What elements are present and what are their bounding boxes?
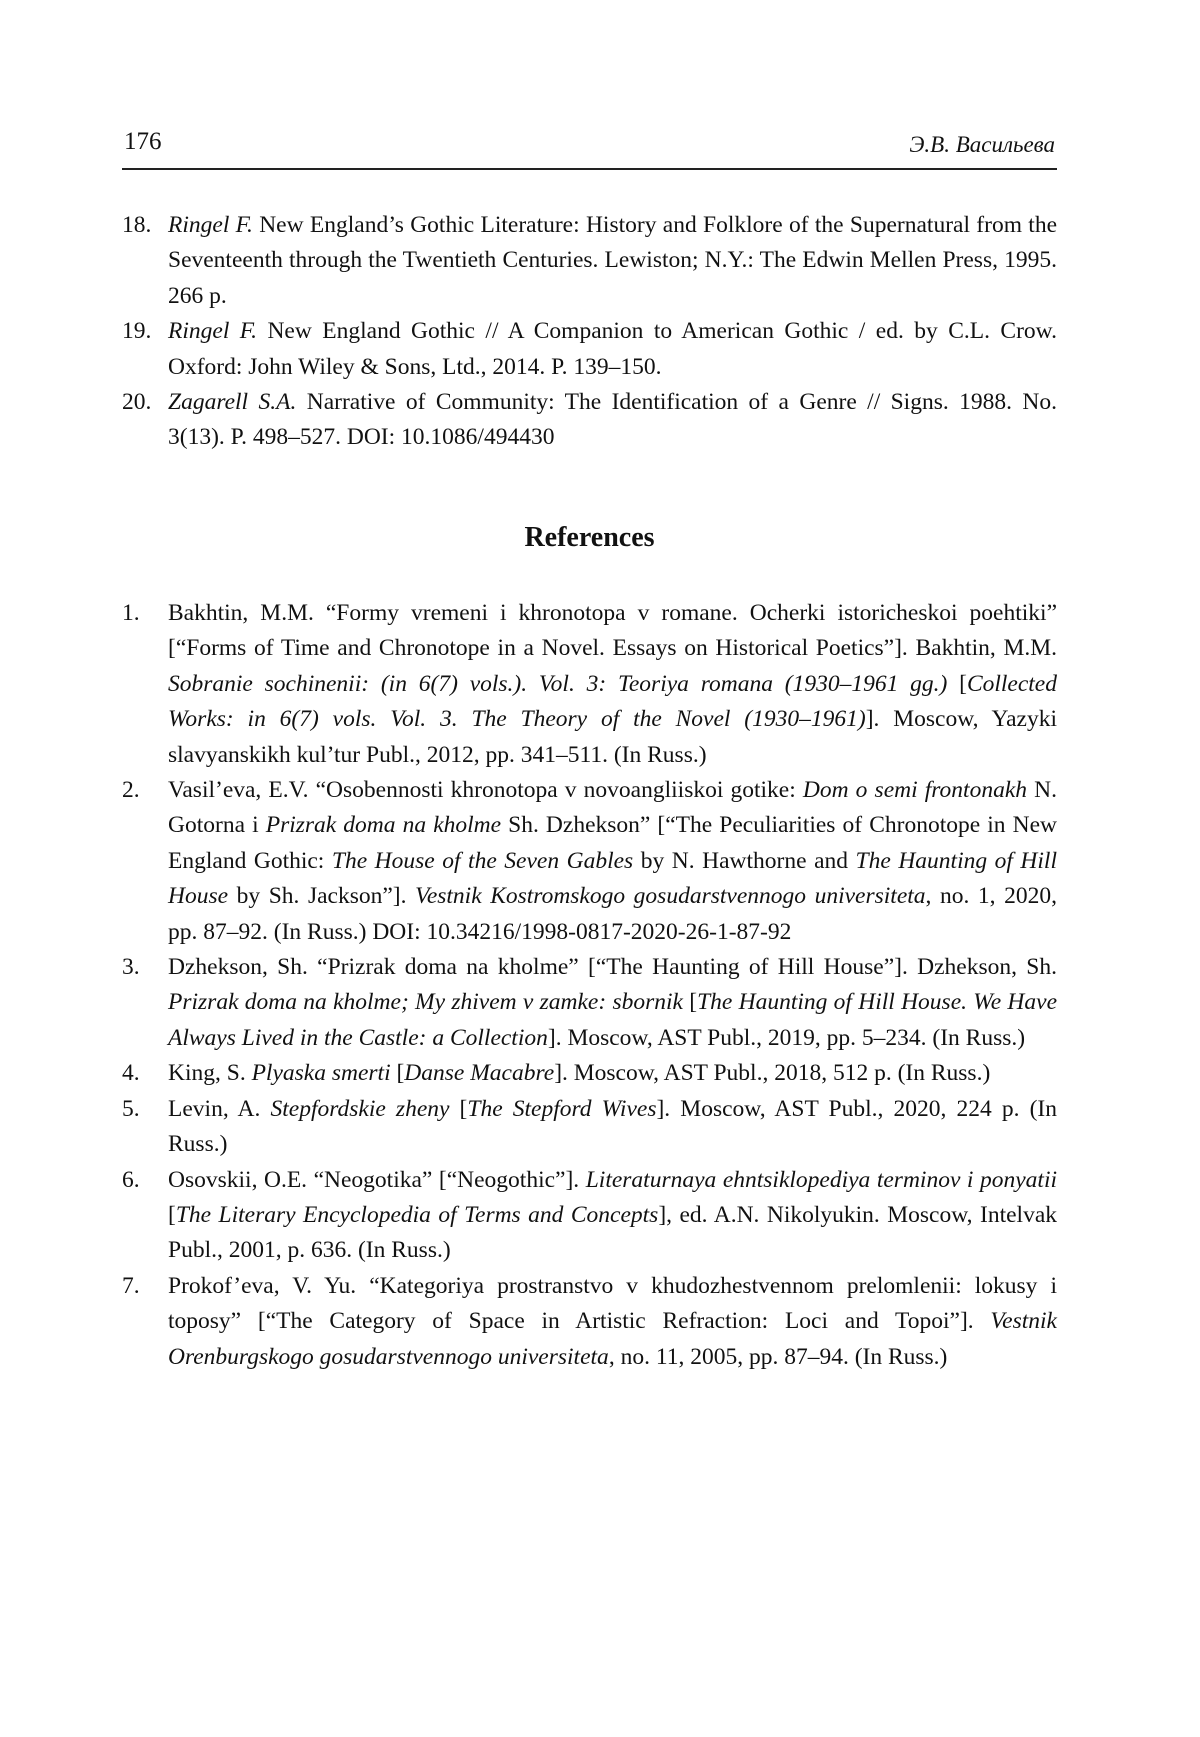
italic-title: The Literary Encyclopedia of Terms and Concepts [175, 1201, 659, 1228]
italic-title: Dom o semi frontonakh [802, 777, 1028, 804]
italic-title: Literaturnaya ehntsiklopediya terminov i ponyatii [585, 1166, 1057, 1193]
item-number: 4. [122, 1060, 140, 1087]
item-author: Zagarell S.A. [168, 389, 297, 416]
reference-item [122, 596, 1057, 773]
item-number: 3. [122, 954, 140, 981]
running-head: Э.В. Васильева [909, 132, 1055, 157]
reference-item [122, 773, 1057, 950]
reference-text: Levin, A. [168, 1095, 271, 1122]
item-number: 5. [122, 1095, 140, 1122]
italic-title: The House of the Seven Gables [331, 847, 634, 874]
reference-text: King, S. [168, 1060, 252, 1087]
italic-title: Prizrak doma na kholme [265, 812, 502, 839]
reference-text: Osovskii, O.E. “Neogotika” [“Neogothic”]. [168, 1166, 586, 1193]
italic-title: Stepfordskie zheny [270, 1095, 450, 1122]
reference-text: by N. Hawthorne and [633, 847, 856, 874]
italic-title: Danse Macabre [404, 1060, 555, 1087]
reference-text: , no. 11, 2005, pp. 87–94. (In Russ.) [608, 1343, 948, 1370]
italic-title: The Stepford Wives [467, 1095, 657, 1122]
reference-text: Sh. Dzhekson” [“The Peculiarities of Chronotope in New England Gothic: [168, 812, 1057, 874]
item-author: Ringel F. [168, 212, 253, 238]
reference-text: N. Gotorna i [168, 777, 1057, 839]
reference-item [122, 1092, 1057, 1163]
item-text: New England Gothic // A Companion to American Gothic / ed. by C.L. Crow. Oxford: John Wiley & Sons, Ltd., 2014. P. 139–150. [168, 318, 1058, 380]
item-number: 1. [122, 600, 140, 626]
reference-item [122, 1163, 1057, 1269]
item-number: 18. [122, 212, 152, 238]
item-number: 2. [122, 777, 140, 804]
italic-title: Plyaska smerti [251, 1060, 391, 1087]
bibliography-item [122, 208, 1057, 314]
reference-text: ]. Moscow, AST Publ., 2019, pp. 5–234. (In Russ.) [547, 1024, 1026, 1051]
bibliography-item [122, 314, 1057, 385]
reference-text: Vasil’eva, E.V. “Osobennosti khronotopa v novoangliiskoi gotike: [168, 777, 803, 804]
reference-text: ]. Moscow, AST Publ., 2020, 224 p. (In Russ.) [168, 1095, 1058, 1158]
item-text: New England’s Gothic Literature: History and Folklore of the Supernatural from the Seventeenth through the Twentieth Centuries. Lewiston; N.Y.: The Edwin Mellen Press, 1995. 266 p. [168, 212, 1058, 309]
reference-text: ], ed. A.N. Nikolyukin. Moscow, Intelvak Publ., 2001, p. 636. (In Russ.) [168, 1201, 1058, 1264]
references-heading: References [524, 522, 655, 553]
page-number: 176 [124, 128, 162, 155]
reference-text: [ [449, 1095, 468, 1122]
italic-title: Prizrak doma na kholme; My zhivem v zamke: sbornik [168, 989, 683, 1016]
italic-title: The Haunting of Hill House [168, 847, 1057, 910]
reference-text: Bakhtin, M.M. “Formy vremeni i khronotopa v romane. Ocherki istoricheskoi poehtiki” [“Forms of Time and Chronotope in a Novel. Essays on Historical Poetics”]. Bakhtin, M.M. [168, 600, 1057, 662]
reference-text: Dzhekson, Sh. “Prizrak doma na kholme” [“The Haunting of Hill House”]. Dzhekson, Sh. [168, 954, 1057, 981]
item-number: 7. [122, 1272, 140, 1299]
reference-text: ]. Moscow, Yazyki slavyanskikh kul’tur Publ., 2012, pp. 341–511. (In Russ.) [168, 706, 1057, 768]
references-list [122, 596, 1057, 1375]
bibliography-list [122, 208, 1057, 456]
item-number: 19. [122, 318, 152, 345]
item-text: Narrative of Community: The Identification of a Genre // Signs. 1988. No. 3(13). P. 498–527. DOI: 10.1086/494430 [168, 389, 1058, 451]
italic-title: Vestnik Orenburgskogo gosudarstvennogo universiteta [168, 1308, 1057, 1370]
reference-item [122, 1056, 1057, 1091]
reference-text: [ [390, 1060, 405, 1087]
italic-title: Collected Works: in 6(7) vols. Vol. 3. The Theory of the Novel (1930–1961) [168, 670, 1057, 733]
italic-title: Sobranie sochinenii: (in 6(7) vols.). Vol. 3: Teoriya romana (1930–1961 gg.) [168, 670, 948, 697]
bibliography-item [122, 385, 1057, 456]
item-author: Ringel F. [168, 318, 257, 345]
reference-text: by Sh. Jackson”]. [228, 883, 416, 910]
item-number: 6. [122, 1166, 140, 1193]
page-header [122, 128, 1057, 170]
reference-text: , no. 1, 2020, pp. 87–92. (In Russ.) DOI: 10.34216/1998-0817-2020-26-1-87-92 [168, 883, 1057, 945]
reference-item [122, 1269, 1057, 1375]
reference-text: Prokof’eva, V. Yu. “Kategoriya prostranstvo v khudozhestvennom prelomlenii: lokusy i toposy” [“The Category of Space in Artistic Refraction: Loci and Topoi”]. [168, 1272, 1057, 1335]
reference-text: [ [682, 989, 698, 1016]
reference-text: ]. Moscow, AST Publ., 2018, 512 p. (In Russ.) [554, 1060, 991, 1087]
reference-text: [ [168, 1201, 176, 1228]
item-number: 20. [122, 389, 152, 416]
italic-title: The Haunting of Hill House. We Have Always Lived in the Castle: a Collection [168, 989, 1058, 1051]
reference-text: [ [947, 670, 967, 697]
reference-item [122, 950, 1057, 1056]
italic-title: Vestnik Kostromskogo gosudarstvennogo universiteta [415, 883, 926, 910]
